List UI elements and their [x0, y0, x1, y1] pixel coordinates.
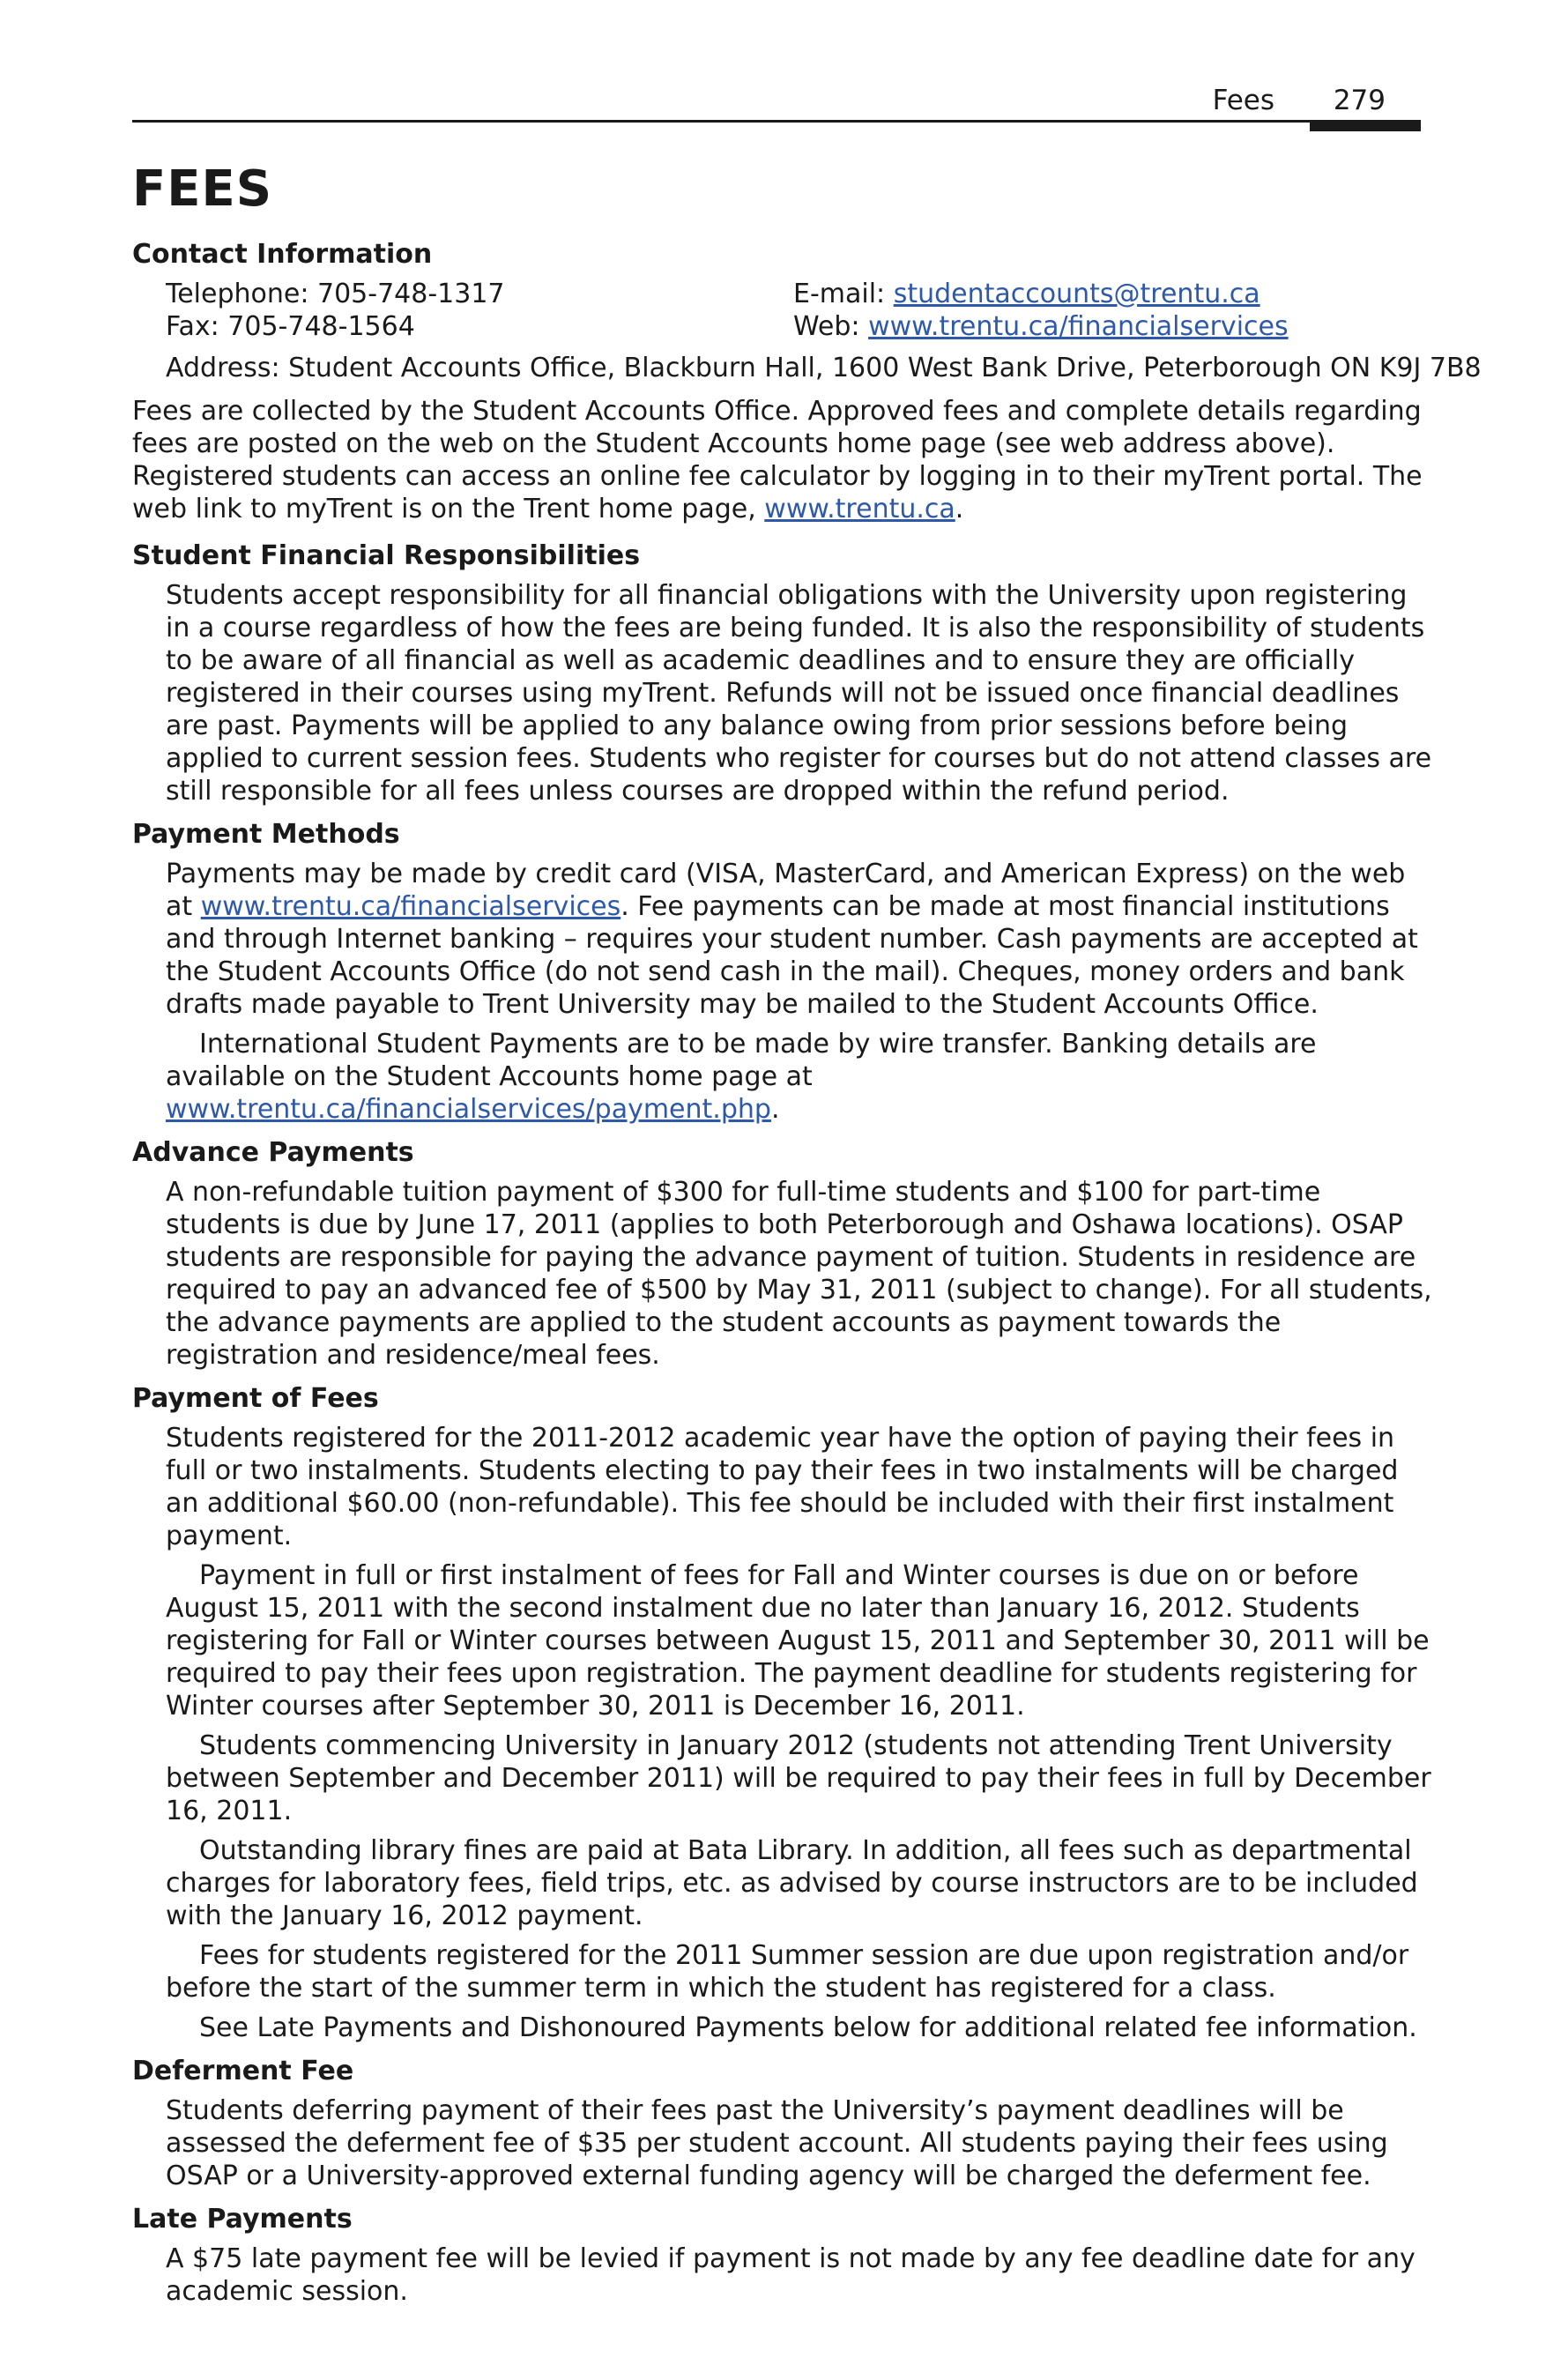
contact-details: [132, 278, 1482, 384]
intro-end: .: [955, 494, 964, 524]
web-label: Web:: [793, 311, 869, 342]
payment-of-fees-body: [132, 1422, 1432, 2044]
header-rule: [132, 120, 1421, 123]
payment-of-fees-paragraph: Students commencing University in January 2012 (students not attending Trent University between September and December 2011) will be required to pay their fees in full by December 16, 2011.: [166, 1730, 1431, 1826]
international-text-end: .: [770, 1094, 780, 1125]
financial-services-link[interactable]: www.trentu.ca/financialservices: [200, 891, 621, 922]
payment-of-fees-paragraph: Payment in full or first instalment of fees for Fall and Winter courses is due on or before August 15, 2011 with the second instalment due no later than January 16, 2012. Students registering for Fall or Winter courses between August 15, 2011 and September 30, 2011 will be required to pay their fees upon registration. The payment deadline for students registering for Winter courses after September 30, 2011 is December 16, 2011.: [166, 1560, 1430, 1722]
document-body: [132, 238, 1482, 2318]
responsibilities-heading: Student Financial Responsibilities: [132, 540, 641, 571]
late-payments-text: A $75 late payment fee will be levied if payment is not made by any fee deadline date for any academic session.: [166, 2243, 1416, 2307]
header-tab-bar: [1310, 123, 1421, 131]
payment-methods-paragraph: [166, 858, 1432, 1021]
payment-of-fees-section: [132, 1382, 1432, 2044]
deferment-fee-body: [132, 2094, 1432, 2192]
email-line: [793, 278, 1432, 310]
deferment-fee-section: [132, 2055, 1432, 2192]
payment-of-fees-paragraph: Students registered for the 2011-2012 academic year have the option of paying their fees in full or two instalments. Students electing to pay their fees in two instalments will be charged an additional $60.00 (non-refundable). This fee should be included with their first instalment payment.: [166, 1423, 1399, 1551]
page-title: FEES: [132, 160, 273, 218]
international-text: International Student Payments are to be made by wire transfer. Banking details are available on the Student Accounts home page at: [166, 1029, 1317, 1092]
responsibilities-section: [132, 539, 1432, 807]
payment-of-fees-heading: Payment of Fees: [132, 1383, 379, 1414]
payment-of-fees-paragraph: Outstanding library fines are paid at Bata Library. In addition, all fees such as departmental charges for laboratory fees, field trips, etc. as advised by course instructors are to be included with the January 16, 2012 payment.: [166, 1835, 1418, 1931]
international-payments-paragraph: [166, 1028, 1432, 1126]
contact-grid: [166, 278, 1432, 343]
late-payments-heading: Late Payments: [132, 2204, 353, 2235]
payment-methods-section: [132, 818, 1432, 1126]
advance-payments-body: [132, 1176, 1432, 1372]
contact-heading: Contact Information: [132, 239, 433, 270]
advance-payments-heading: Advance Payments: [132, 1137, 414, 1168]
payment-of-fees-paragraph: Fees for students registered for the 2011 Summer session are due upon registration and/or before the start of the summer term in which the student has registered for a class.: [166, 1940, 1409, 2004]
email-link[interactable]: studentaccounts@trentu.ca: [893, 279, 1260, 309]
intro-paragraph: [132, 395, 1432, 525]
advance-payments-section: [132, 1136, 1432, 1372]
address: Address: Student Accounts Office, Blackburn Hall, 1600 West Bank Drive, Peterborough ON K9J 7B8: [166, 353, 1482, 383]
responsibilities-body: [132, 579, 1432, 807]
page-number: 279: [1333, 85, 1386, 116]
methods-text-end: . Fee payments can be made at most financial institutions and through Internet banking – requires your student number. Cash payments are accepted at the Student Accounts Office (do not send cash in the mail). Cheques, money orders and bank drafts made payable to Trent University may be mailed to the Student Accounts Office.: [166, 891, 1418, 1020]
deferment-fee-text: Students deferring payment of their fees past the University’s payment deadlines will be assessed the deferment fee of $35 per student account. All students paying their fees using OSAP or a University-approved external funding agency will be charged the deferment fee.: [166, 2095, 1388, 2191]
payment-page-link[interactable]: www.trentu.ca/financialservices/payment.php: [166, 1094, 771, 1125]
payment-methods-body: [132, 858, 1432, 1126]
header-section-title: Fees: [1212, 85, 1274, 116]
advance-payments-text: A non-refundable tuition payment of $300 for full-time students and $100 for part-time students is due by June 17, 2011 (applies to both Peterborough and Oshawa locations). OSAP students are responsible for paying the advance payment of tuition. Students in residence are required to pay an advanced fee of $500 by May 31, 2011 (subject to change). For all students, the advance payments are applied to the student accounts as payment towards the registration and residence/meal fees.: [166, 1177, 1432, 1371]
late-payments-body: [132, 2242, 1432, 2308]
telephone: Telephone: 705-748-1317: [166, 279, 505, 309]
payment-methods-heading: Payment Methods: [132, 819, 400, 850]
web-line: [793, 310, 1432, 343]
trentu-home-link[interactable]: www.trentu.ca: [764, 494, 955, 524]
methods-text-start: Payments may be made by credit card (VISA, MasterCard, and American Express) on the web at: [166, 859, 1406, 922]
web-link[interactable]: www.trentu.ca/financialservices: [868, 311, 1289, 342]
email-label: E-mail:: [793, 279, 894, 309]
fax: Fax: 705-748-1564: [166, 311, 415, 342]
running-header: [132, 76, 1421, 123]
responsibilities-text: Students accept responsibility for all financial obligations with the University upon registering in a course regardless of how the fees are being funded. It is also the responsibility of students to be aware of all financial as well as academic deadlines and to ensure they are officially registered in their courses using myTrent. Refunds will not be issued once financial deadlines are past. Payments will be applied to any balance owing from prior sessions before being applied to current session fees. Students who register for courses but do not attend classes are still responsible for all fees unless courses are dropped within the refund period.: [166, 580, 1432, 807]
intro-text: Fees are collected by the Student Accounts Office. Approved fees and complete details regarding fees are posted on the web on the Student Accounts home page (see web address above). Registered students can access an online fee calculator by logging in to their myTrent portal. The web link to myTrent is on the Trent home page,: [132, 396, 1423, 524]
contact-section: [132, 238, 1482, 384]
late-payments-section: [132, 2203, 1432, 2308]
payment-of-fees-paragraph: See Late Payments and Dishonoured Payments below for additional related fee information.: [199, 2012, 1417, 2043]
deferment-fee-heading: Deferment Fee: [132, 2056, 354, 2086]
